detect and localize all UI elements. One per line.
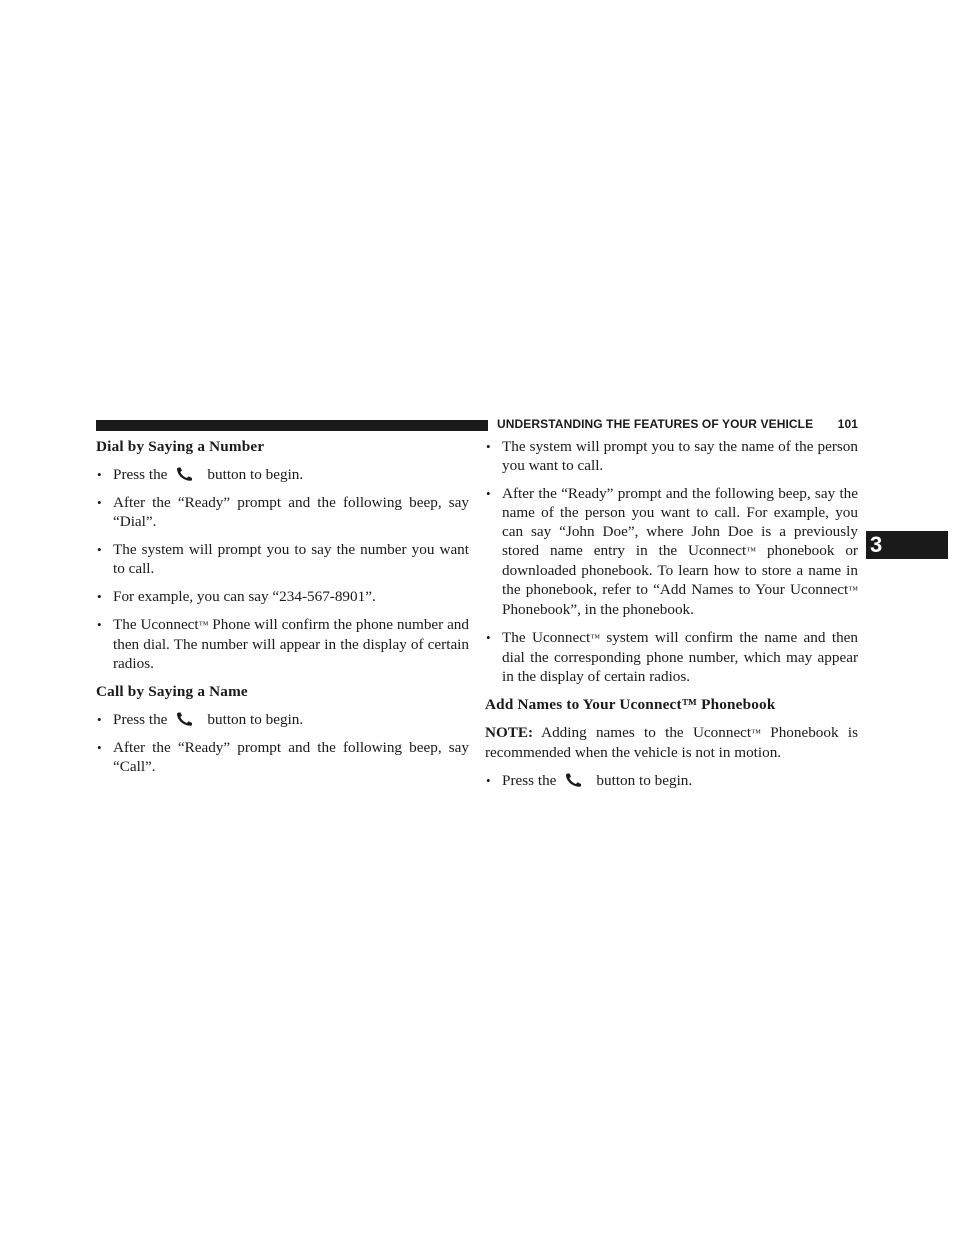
add-names-list: [485, 771, 858, 790]
list-item: • For example, you can say “234-567-8901”.: [96, 587, 469, 606]
list-item: • The Uconnect™ system will confirm the name and then dial the corresponding phone number, which may appear in the display of certain radios.: [485, 628, 858, 686]
phone-handset-icon: [175, 712, 195, 726]
list-item: • The system will prompt you to say the name of the person you want to call.: [485, 437, 858, 475]
dial-by-number-list: [96, 465, 469, 673]
phone-handset-icon: [564, 773, 584, 787]
chapter-tab: [866, 531, 948, 559]
list-item: • The Uconnect™ Phone will confirm the phone number and then dial. The number will appear in the display of certain radios.: [96, 615, 469, 673]
running-header: [497, 417, 858, 433]
list-item: • Press the button to begin.: [485, 771, 858, 790]
heading-dial-by-number: Dial by Saying a Number: [96, 438, 265, 455]
page-number: 101: [837, 417, 858, 431]
header-rule: [96, 420, 488, 431]
list-item: • The system will prompt you to say the number you want to call.: [96, 540, 469, 578]
section-title: UNDERSTANDING THE FEATURES OF YOUR VEHICLE: [497, 417, 814, 431]
left-column: [96, 437, 469, 785]
call-by-name-list: [96, 710, 469, 776]
heading-add-names: Add Names to Your Uconnect™ Phonebook: [485, 696, 776, 713]
note-label: NOTE:: [485, 724, 534, 741]
list-item: • After the “Ready” prompt and the following beep, say the name of the person you want to call. For example, you can say “John Doe”, where John Doe is a previously stored name entry in the Uconnect™ phonebook or downloaded phonebook. To learn how to store a name in the phonebook, refer to “Add Names to Your Uconnect™ Phonebook”, in the phonebook.: [485, 484, 858, 619]
call-by-name-continued-list: [485, 437, 858, 686]
chapter-number: 3: [870, 532, 883, 557]
heading-call-by-name: Call by Saying a Name: [96, 683, 248, 700]
phone-handset-icon: [175, 467, 195, 481]
list-item: • After the “Ready” prompt and the following beep, say “Dial”.: [96, 493, 469, 531]
list-item: • After the “Ready” prompt and the following beep, say “Call”.: [96, 738, 469, 776]
note-paragraph: NOTE: Adding names to the Uconnect™ Phonebook is recommended when the vehicle is not in motion.: [485, 724, 858, 761]
right-column: [485, 437, 858, 799]
list-item: • Press the button to begin.: [96, 465, 469, 484]
list-item: • Press the button to begin.: [96, 710, 469, 729]
